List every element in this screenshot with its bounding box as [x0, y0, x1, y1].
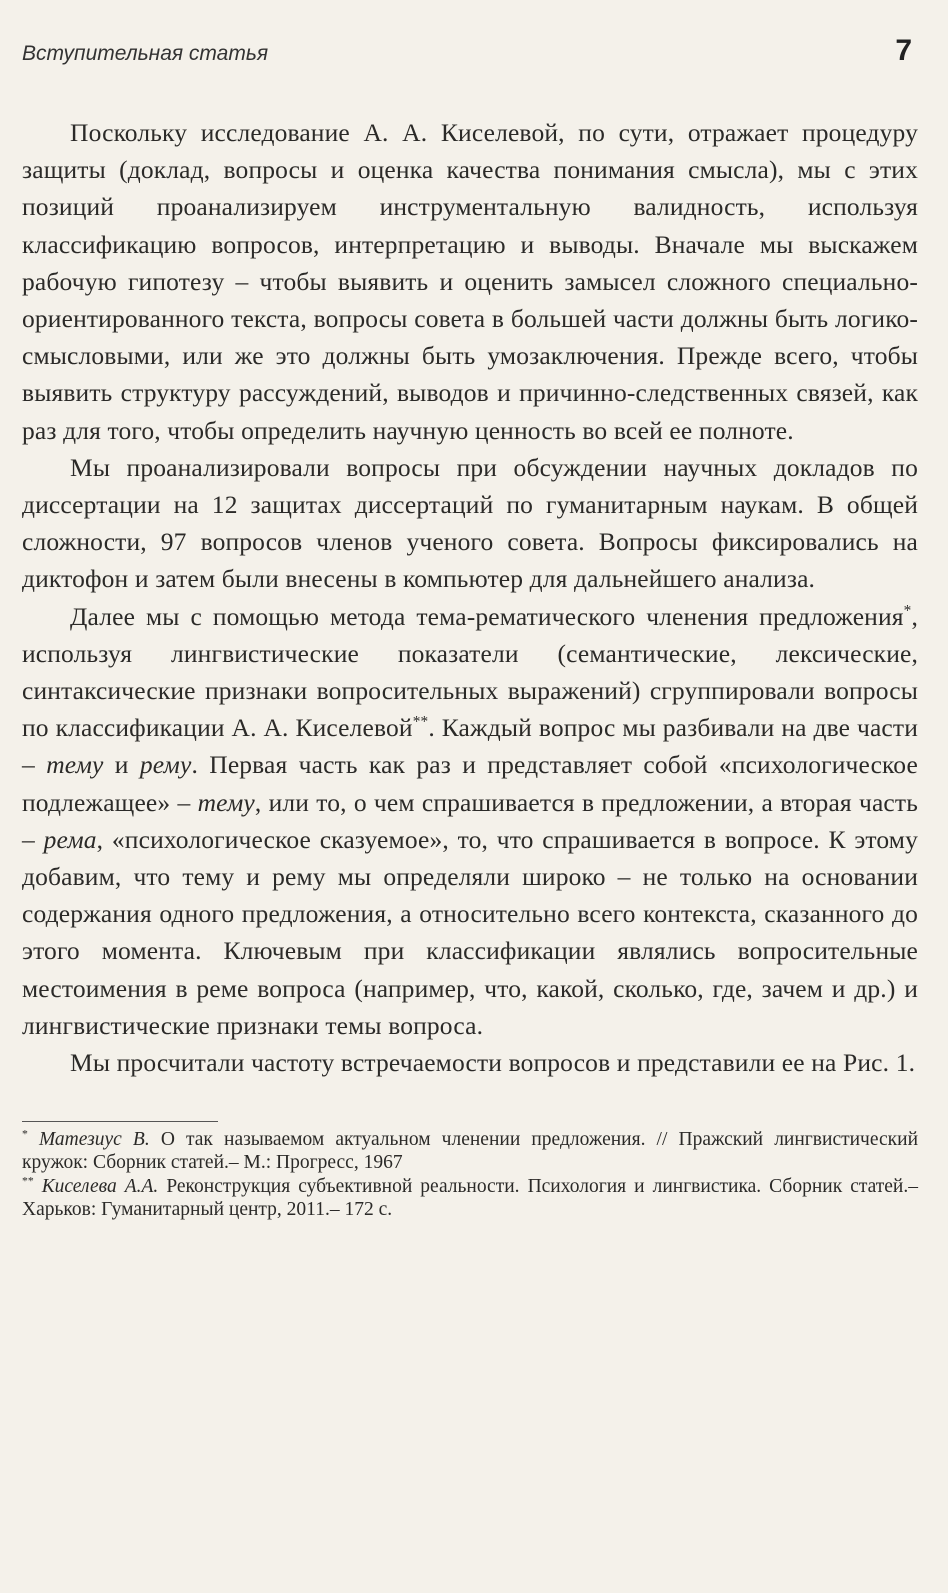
term-italic: рему	[139, 750, 192, 780]
paragraph-3	[22, 598, 918, 1044]
paragraph-text: . Каждый вопрос мы разбивали на две части –	[22, 713, 918, 780]
paragraph-text: , «психологическое сказуемое», то, что спрашивается в вопросе. К этому добавим, что тему и рему мы определяли широко – не только на основании содержания одного предложения, а относительно всего контекста, сказанного до этого момента. Ключевым при классификации являлись вопросительные местоимения в реме вопроса (например, что, какой, сколько, где, зачем и др.) и лингвистические признаки темы вопроса.	[22, 824, 918, 1040]
body-text	[22, 114, 918, 1081]
paragraph-text: Мы проанализировали вопросы при обсуждении научных докладов по диссертации на 12 защитах диссертаций по гуманитарным наукам. В общей сложности, 97 вопросов членов ученого совета. Вопросы фиксировались на диктофон и затем были внесены в компьютер для дальнейшего анализа.	[22, 452, 918, 594]
paragraph-text: и	[103, 750, 140, 780]
paragraph-1	[22, 114, 918, 449]
footnote-author: Киселева А.А.	[41, 1176, 159, 1198]
paragraph-text: Далее мы с помощью метода тема-рематического членения предложения	[70, 601, 904, 631]
footnote-1	[22, 1128, 918, 1174]
paragraph-text: Поскольку исследование А. А. Киселевой, по сути, отражает процедуру защиты (доклад, вопросы и оценка качества понимания смысла), мы с этих позиций проанализируем инструментальную валидность, используя классификацию вопросов, интерпретацию и выводы. Вначале мы выскажем рабочую гипотезу – чтобы выявить и оценить замысел сложного специально-ориентированного текста, вопросы совета в большей части должны быть логико-смысловыми, или же это должны быть умозаключения. Прежде всего, чтобы выявить структуру рассуждений, выводов и причинно-следственных связей, как раз для того, чтобы определить научную ценность во всей ее полноте.	[22, 118, 918, 445]
page-number: 7	[895, 34, 912, 67]
footnotes	[22, 1121, 918, 1221]
term-italic: тему	[197, 787, 255, 817]
footnote-text: О так называемом актуальном членении предложения. // Пражский лингвистический кружок: Сборник статей.– М.: Прогресс, 1967	[22, 1129, 919, 1174]
paragraph-text: , или то, о чем спрашивается в предложении, а вторая часть –	[22, 787, 918, 854]
footnote-text: Реконструкция субъективной реальности. Психология и лингвистика. Сборник статей.– Харьков: Гуманитарный центр, 2011.– 172 с.	[22, 1176, 918, 1221]
paragraph-text: Мы просчитали частоту встречаемости вопросов и представили ее на Рис. 1.	[70, 1048, 916, 1078]
section-title: Вступительная статья	[22, 42, 269, 65]
paragraph-2	[22, 449, 918, 598]
footnote-mark: **	[22, 1174, 34, 1188]
footnote-ref-1[interactable]: *	[903, 602, 912, 620]
term-italic: рема	[43, 824, 97, 854]
term-italic: тему	[46, 750, 104, 780]
footnote-author: Матезиус В.	[38, 1129, 150, 1151]
paragraph-4	[22, 1044, 918, 1081]
paragraph-text: . Первая часть как раз и представляет собой «психологическое подлежащее» –	[22, 750, 918, 817]
running-head	[22, 26, 918, 86]
footnote-mark: *	[22, 1127, 28, 1141]
paragraph-text: , используя лингвистические показатели (семантические, лексические, синтаксические признаки вопросительных выражений) сгруппировали вопросы по классификации А. А. Киселевой	[22, 601, 918, 743]
footnote-ref-2[interactable]: **	[412, 713, 429, 731]
footnote-divider	[22, 1121, 218, 1122]
footnote-2	[22, 1175, 918, 1221]
